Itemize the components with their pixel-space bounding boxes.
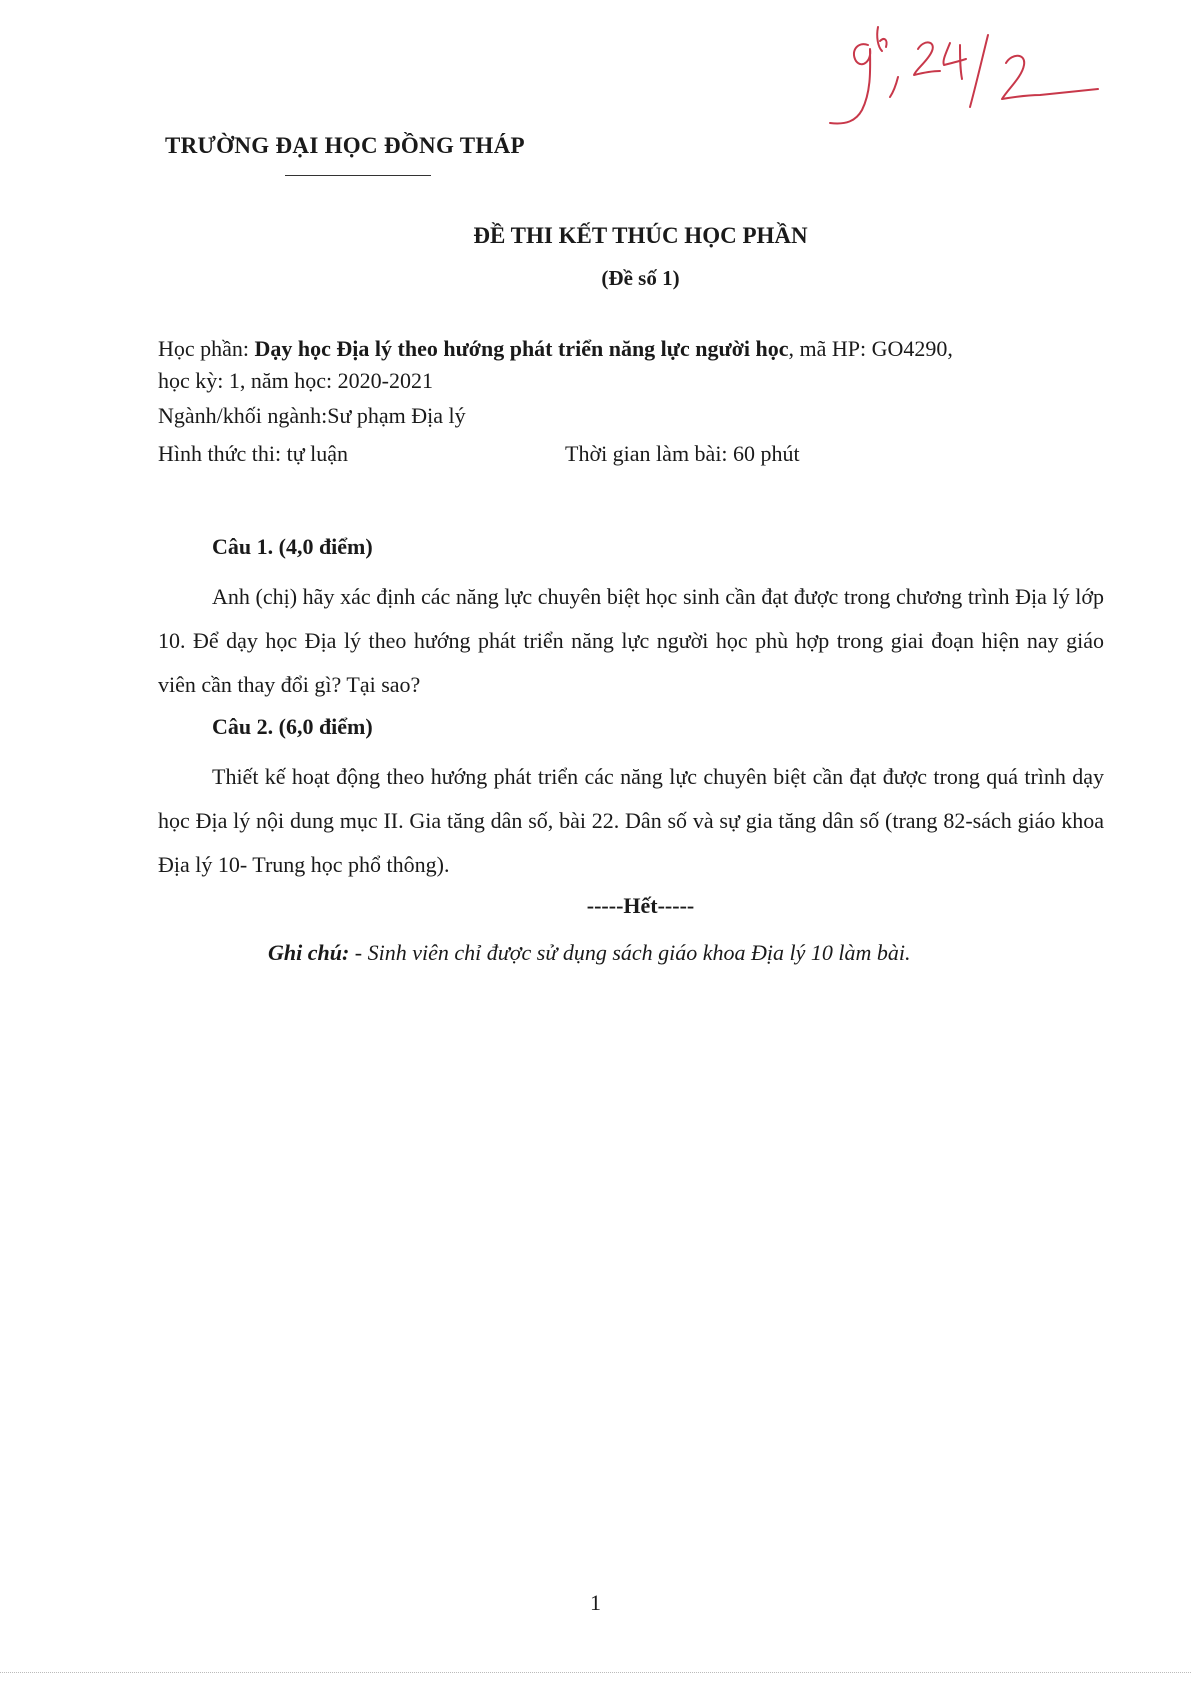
exam-format: Hình thức thi: tự luận bbox=[158, 441, 349, 466]
question-2-text: Thiết kế hoạt động theo hướng phát triển các năng lực chuyên biệt cần đạt được trong quá trình dạy học Địa lý nội dung mục II. Gia tăng dân số, bài 22. Dân số và sự gia tăng dân số (trang 82-sách giáo khoa Địa lý 10- Trung học phổ thông). bbox=[158, 764, 1104, 877]
school-name: TRƯỜNG ĐẠI HỌC ĐỒNG THÁP bbox=[165, 133, 525, 158]
major-line: Ngành/khối ngành:Sư phạm Địa lý bbox=[158, 403, 466, 428]
exam-title: ĐỀ THI KẾT THÚC HỌC PHẦN bbox=[473, 223, 808, 248]
end-mark: -----Hết----- bbox=[586, 893, 695, 918]
course-name: Dạy học Địa lý theo hướng phát triển năng lực người học bbox=[254, 336, 789, 361]
question-1-heading: Câu 1. (4,0 điểm) bbox=[212, 534, 373, 559]
handwritten-grade-signature bbox=[810, 15, 1110, 135]
page-bottom-edge bbox=[0, 1672, 1191, 1673]
course-label: Học phần: bbox=[158, 336, 255, 361]
exam-duration: Thời gian làm bài: 60 phút bbox=[565, 441, 800, 466]
course-code: , mã HP: GO4290, bbox=[788, 336, 953, 361]
course-line bbox=[158, 336, 953, 362]
question-1-text: Anh (chị) hãy xác định các năng lực chuyên biệt học sinh cần đạt được trong chương trình Địa lý lớp 10. Để dạy học Địa lý theo hướng phát triển năng lực người học phù hợp trong giai đoạn hiện nay giáo viên cần thay đổi gì? Tại sao? bbox=[158, 584, 1104, 697]
question-2-heading: Câu 2. (6,0 điểm) bbox=[212, 714, 373, 739]
semester-line: học kỳ: 1, năm học: 2020-2021 bbox=[158, 368, 433, 393]
school-underline bbox=[285, 175, 431, 176]
note-text: - Sinh viên chỉ được sử dụng sách giáo khoa Địa lý 10 làm bài. bbox=[349, 940, 911, 965]
exam-number: (Đề số 1) bbox=[601, 266, 680, 290]
note-label: Ghi chú: bbox=[268, 940, 350, 965]
page-number: 1 bbox=[590, 1590, 601, 1615]
note bbox=[268, 940, 911, 966]
